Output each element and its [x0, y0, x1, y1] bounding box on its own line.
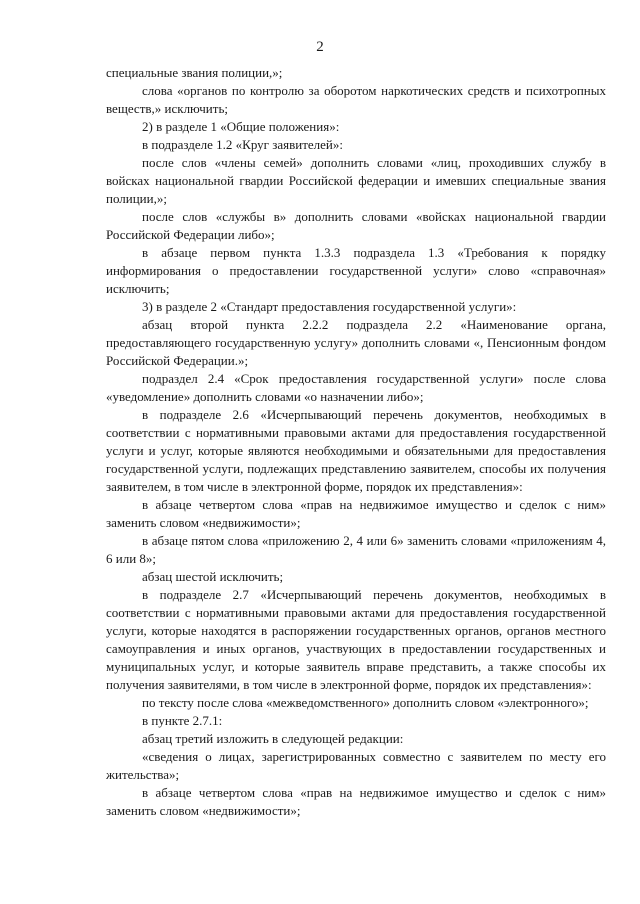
document-body [106, 64, 606, 820]
paragraph: слова «органов по контролю за оборотом наркотических средств и психотропных веществ,» исключить; [106, 83, 606, 116]
paragraph: в подразделе 2.7 «Исчерпывающий перечень документов, необходимых в соответствии с нормативными правовыми актами для предоставления государственной услуги, которые находятся в распоряжении государственных органов, органов местного самоуправления и иных органов, участвующих в предоставлении государственных и муниципальных услуг, и которые заявитель вправе представить, а также способы их получения заявителями, в том числе в электронной форме, порядок их представления»: [106, 587, 606, 692]
paragraph-continuation: специальные звания полиции,»; [106, 65, 283, 80]
paragraph: после слов «службы в» дополнить словами «войсках национальной гвардии Российской Федерации либо»; [106, 209, 606, 242]
paragraph: в подразделе 2.6 «Исчерпывающий перечень документов, необходимых в соответствии с нормативными правовыми актами для предоставления государственной услуги и услуг, которые являются необходимыми и обязательными для предоставления государственной услуги, подлежащих представлению заявителем, способы их получения заявителем, в том числе в электронной форме, порядок их представления»: [106, 407, 606, 494]
paragraph: абзац второй пункта 2.2.2 подраздела 2.2 «Наименование органа, предоставляющего государственную услугу» дополнить словами «, Пенсионным фондом Российской Федерации.»; [106, 317, 606, 368]
paragraph: в абзаце четвертом слова «прав на недвижимое имущество и сделок с ним» заменить словом «недвижимости»; [106, 785, 606, 818]
page-number: 2 [316, 39, 324, 55]
paragraph: в пункте 2.7.1: [142, 713, 223, 728]
paragraph: по тексту после слова «межведомственного» дополнить словом «электронного»; [142, 695, 589, 710]
paragraph: в абзаце первом пункта 1.3.3 подраздела 1.3 «Требования к порядку информирования о предоставлении государственной услуги» слово «справочная» исключить; [106, 245, 606, 296]
paragraph: в абзаце четвертом слова «прав на недвижимое имущество и сделок с ним» заменить словом «недвижимости»; [106, 497, 606, 530]
paragraph: абзац третий изложить в следующей редакции: [142, 731, 404, 746]
paragraph: после слов «члены семей» дополнить словами «лиц, проходивших службу в войсках национальной гвардии Российской федерации и имевших специальные звания полиции,»; [106, 155, 606, 206]
paragraph: в подразделе 1.2 «Круг заявителей»: [142, 137, 343, 152]
section-item-heading: 2) в разделе 1 «Общие положения»: [142, 119, 340, 134]
paragraph: «сведения о лицах, зарегистрированных совместно с заявителем по месту его жительства»; [106, 749, 606, 782]
paragraph: в абзаце пятом слова «приложению 2, 4 или 6» заменить словами «приложениям 4, 6 или 8»; [106, 533, 606, 566]
paragraph: абзац шестой исключить; [142, 569, 284, 584]
section-item-heading: 3) в разделе 2 «Стандарт предоставления государственной услуги»: [142, 299, 517, 314]
paragraph: подраздел 2.4 «Срок предоставления государственной услуги» после слова «уведомление» дополнить словами «о назначении либо»; [106, 371, 606, 404]
